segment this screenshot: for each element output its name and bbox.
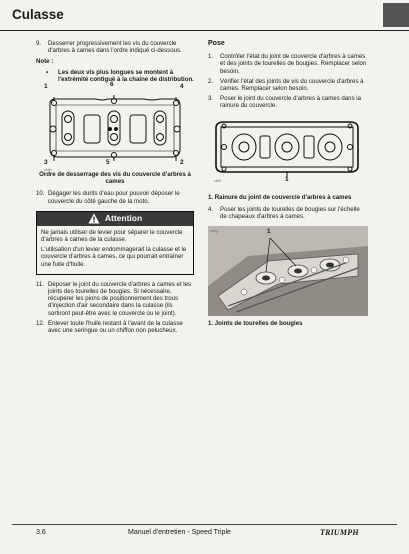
step-9 bbox=[36, 40, 194, 54]
figure-id: cbhh bbox=[44, 168, 52, 173]
step-4 bbox=[208, 206, 368, 220]
caution-body bbox=[37, 226, 193, 274]
step-3 bbox=[208, 95, 368, 109]
step-text: Dégager les durits d'eau pour pouvoir déposer le couvercle du côté gauche de la moto. bbox=[48, 190, 180, 205]
page-number: 3.6 bbox=[36, 529, 46, 536]
callout-label: 1 bbox=[44, 83, 48, 91]
right-column bbox=[208, 40, 368, 332]
step-11 bbox=[36, 281, 194, 317]
callout-label: 3 bbox=[44, 159, 48, 167]
figure-caption: 1. Joints de tourelles de bougies bbox=[208, 320, 303, 328]
spark-plug-tower-seals-photo bbox=[208, 226, 368, 316]
left-column bbox=[36, 40, 194, 337]
step-text: Desserrer progressivement les vis du couvercle d'arbres à cames dans l'ordre indiqué ci-dessous. bbox=[48, 40, 182, 55]
step-text: Vérifier l'état des joints de vis du couvercle d'arbres à cames. Remplacer selon besoin. bbox=[220, 77, 364, 93]
step-2 bbox=[208, 78, 368, 92]
caution-header bbox=[37, 212, 193, 226]
cam-cover-drawing bbox=[36, 89, 194, 167]
step-text: Contrôler l'état du joint de couvercle d'arbres à cames et des joints de tourelles de bougies. Remplacer selon besoin. bbox=[220, 53, 367, 75]
cam-cover-loosening-sequence-figure bbox=[36, 81, 194, 173]
section-tab-marker bbox=[383, 3, 409, 27]
step-number: 12. bbox=[36, 319, 45, 327]
step-number: 2. bbox=[208, 77, 214, 85]
callout-label: 2 bbox=[180, 159, 184, 167]
step-number: 10. bbox=[36, 190, 45, 198]
step-text: Déposer le joint du couvercle d'arbres à cames et les joints des tourelles de bougies. Si nécessaire, récupérer les pions de positionnement des trous d'injection d'air secondaire dans la culasse (ils sortiront peut-être avec le couvercle ou le joint). bbox=[48, 280, 192, 317]
callout-label: 5 bbox=[106, 159, 110, 167]
bullet: • bbox=[46, 68, 49, 76]
callout-label: 1 bbox=[267, 228, 271, 236]
step-1 bbox=[208, 53, 368, 75]
step-number: 4. bbox=[208, 205, 214, 213]
caution-paragraph: Ne jamais utiliser de levier pour séparer le couvercle d'arbres à cames de la culasse. bbox=[41, 228, 183, 244]
figure-caption: Ordre de desserrage des vis du couvercle d'arbres à cames bbox=[39, 171, 191, 186]
cam-cover-underside-drawing bbox=[208, 114, 366, 184]
caution-paragraph: L'utilisation d'un levier endommagerait la culasse et le couvercle d'arbres à cames, ce qui pourrait entraîner une fuite d'huile. bbox=[41, 246, 187, 268]
step-number: 3. bbox=[208, 95, 214, 103]
page-header bbox=[0, 0, 409, 31]
step-12 bbox=[36, 320, 194, 334]
callout-label: 6 bbox=[110, 81, 114, 89]
step-text: Enlever toute l'huile restant à l'avant de la culasse avec une seringue ou un chiffon non pelucheux. bbox=[48, 319, 183, 335]
caution-title: Attention bbox=[104, 213, 143, 224]
step-number: 1. bbox=[208, 53, 214, 61]
manual-title: Manuel d'entretien - Speed Triple bbox=[128, 529, 231, 536]
callout-label: 1 bbox=[285, 175, 289, 183]
step-number: 11. bbox=[36, 280, 45, 288]
figure-id: cbhg bbox=[210, 229, 218, 234]
step-number: 9. bbox=[36, 40, 42, 47]
note-heading: Note : bbox=[36, 58, 54, 66]
cylinder-head-photo bbox=[208, 226, 368, 316]
footer-rule bbox=[12, 524, 397, 525]
step-text: Poser le joint du couvercle d'arbres à cames dans la rainure du couvercle. bbox=[220, 95, 362, 110]
note-text: Les deux vis plus longues se montent à l'extrémité contiguë à la chaîne de distribution. bbox=[58, 68, 194, 83]
cam-cover-gasket-groove-figure bbox=[208, 114, 366, 184]
note-item bbox=[46, 69, 194, 83]
caution-box bbox=[36, 211, 194, 275]
section-heading: Pose bbox=[208, 40, 225, 47]
triumph-logo: TRIUMPH bbox=[320, 528, 359, 537]
page-title: Culasse bbox=[12, 7, 64, 22]
step-text: Poser les joints de tourelles de bougies sur l'échelle de chapeaux d'arbres à cames. bbox=[220, 205, 360, 221]
callout-label: 4 bbox=[180, 83, 184, 91]
warning-triangle-icon bbox=[88, 213, 100, 224]
figure-caption: 1. Rainure du joint de couvercle d'arbres à cames bbox=[208, 193, 352, 201]
figure-id: cbhf bbox=[214, 178, 221, 183]
step-10 bbox=[36, 190, 194, 204]
